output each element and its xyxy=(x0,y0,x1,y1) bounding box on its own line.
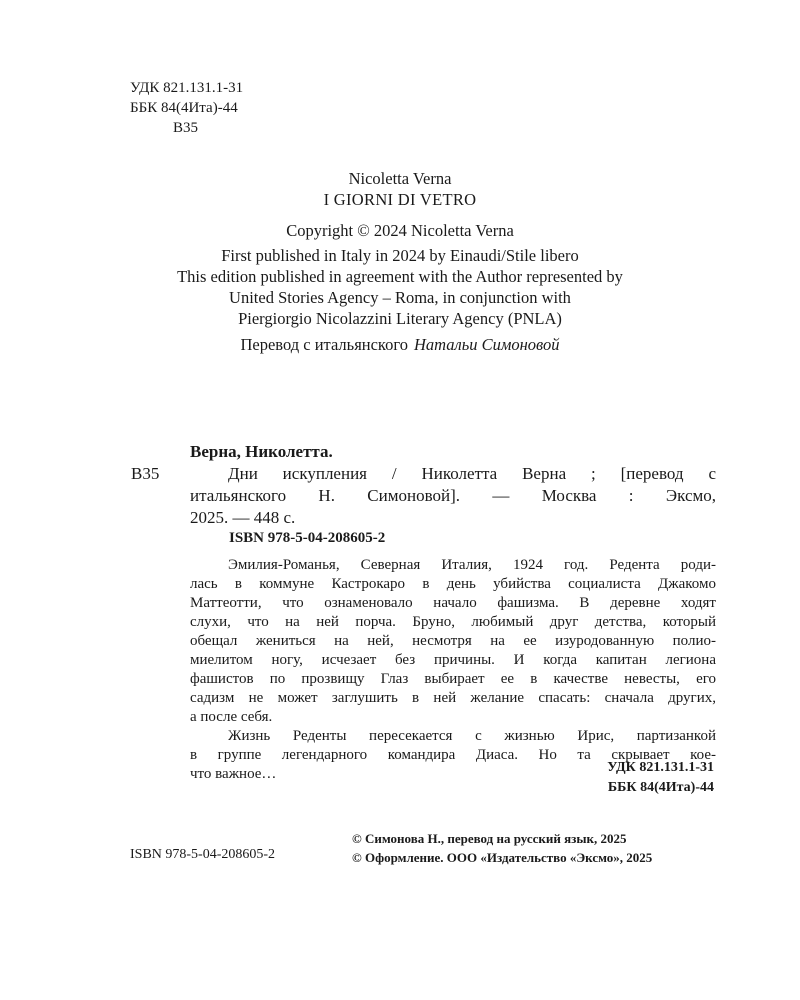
copyright-design: © Оформление. ООО «Издательство «Эксмо», 2025 xyxy=(352,850,653,865)
catalog-code: В35 xyxy=(131,464,160,483)
translation-credit xyxy=(0,334,800,355)
translator-name: Натальи Симоновой xyxy=(413,335,560,354)
copyright-translation: © Симонова Н., перевод на русский язык, 2025 xyxy=(352,831,627,846)
author-mark: В35 xyxy=(173,120,199,136)
catalog-description xyxy=(190,463,716,529)
publication-info xyxy=(0,245,800,329)
publication-line: Piergiorgio Nicolazzini Literary Agency (PNLA) xyxy=(238,309,562,328)
bbk-code-bottom: ББК 84(4Ита)-44 xyxy=(607,780,714,795)
bbk-code: ББК 84(4Ита)-44 xyxy=(130,100,238,116)
classification-block xyxy=(130,78,243,138)
annotation-line: Эмилия-Романья, Северная Италия, 1924 год. Редента роди- xyxy=(228,557,716,573)
annotation-line: слухи, что на ней порча. Бруно, любимый друг детства, который xyxy=(190,614,716,630)
original-author: Nicoletta Verna xyxy=(348,169,452,188)
annotation-line: обещал жениться на ней, несмотря на ее изуродованную полио- xyxy=(190,633,716,649)
annotation-line: Жизнь Реденты пересекается с жизнью Ирис, партизанкой xyxy=(228,728,716,744)
annotation-line: миелитом ногу, исчезает без причины. И когда капитан легиона xyxy=(190,652,716,668)
annotation-line: а после себя. xyxy=(190,709,273,725)
catalog-description-line: Дни искупления / Николетта Верна ; [перевод с xyxy=(228,464,716,483)
annotation-line: Маттеотти, что ознаменовало начало фашизма. В деревне ходят xyxy=(190,595,716,611)
udk-code: УДК 821.131.1-31 xyxy=(130,80,244,96)
annotation-line: фашистов по прозвищу Глаз выбирает ее в качестве невесты, его xyxy=(190,671,716,687)
catalog-description-line: 2025. — 448 с. xyxy=(190,508,296,527)
footer-isbn: ISBN 978-5-04-208605-2 xyxy=(130,847,276,862)
original-title: I GIORNI DI VETRO xyxy=(323,190,477,209)
catalog-description-line: итальянского Н. Симоновой]. — Москва : Эксмо, xyxy=(190,486,716,505)
catalog-isbn: ISBN 978-5-04-208605-2 xyxy=(229,530,386,546)
publication-line: This edition published in agreement with the Author represented by xyxy=(177,267,623,286)
annotation-line: садизм не может заглушить в ней желание спасать: сначала других, xyxy=(190,690,716,706)
classification-block-bottom xyxy=(607,758,714,798)
original-copyright: Copyright © 2024 Nicoletta Verna xyxy=(286,221,514,240)
translation-prefix: Перевод с итальянского xyxy=(240,335,408,354)
footer-copyright xyxy=(352,829,652,867)
publication-line: United Stories Agency – Roma, in conjunction with xyxy=(229,288,571,307)
publication-line: First published in Italy in 2024 by Einaudi/Stile libero xyxy=(221,246,579,265)
udk-code-bottom: УДК 821.131.1-31 xyxy=(607,760,714,775)
annotation-line: лась в коммуне Кастрокаро в день убийства социалиста Джакомо xyxy=(190,576,716,592)
annotation xyxy=(190,556,716,784)
annotation-line: в группе легендарного командира Диаса. Но та скрывает кое- xyxy=(190,747,716,763)
annotation-line: что важное… xyxy=(190,766,277,782)
catalog-author-heading: Верна, Николетта. xyxy=(190,442,333,461)
